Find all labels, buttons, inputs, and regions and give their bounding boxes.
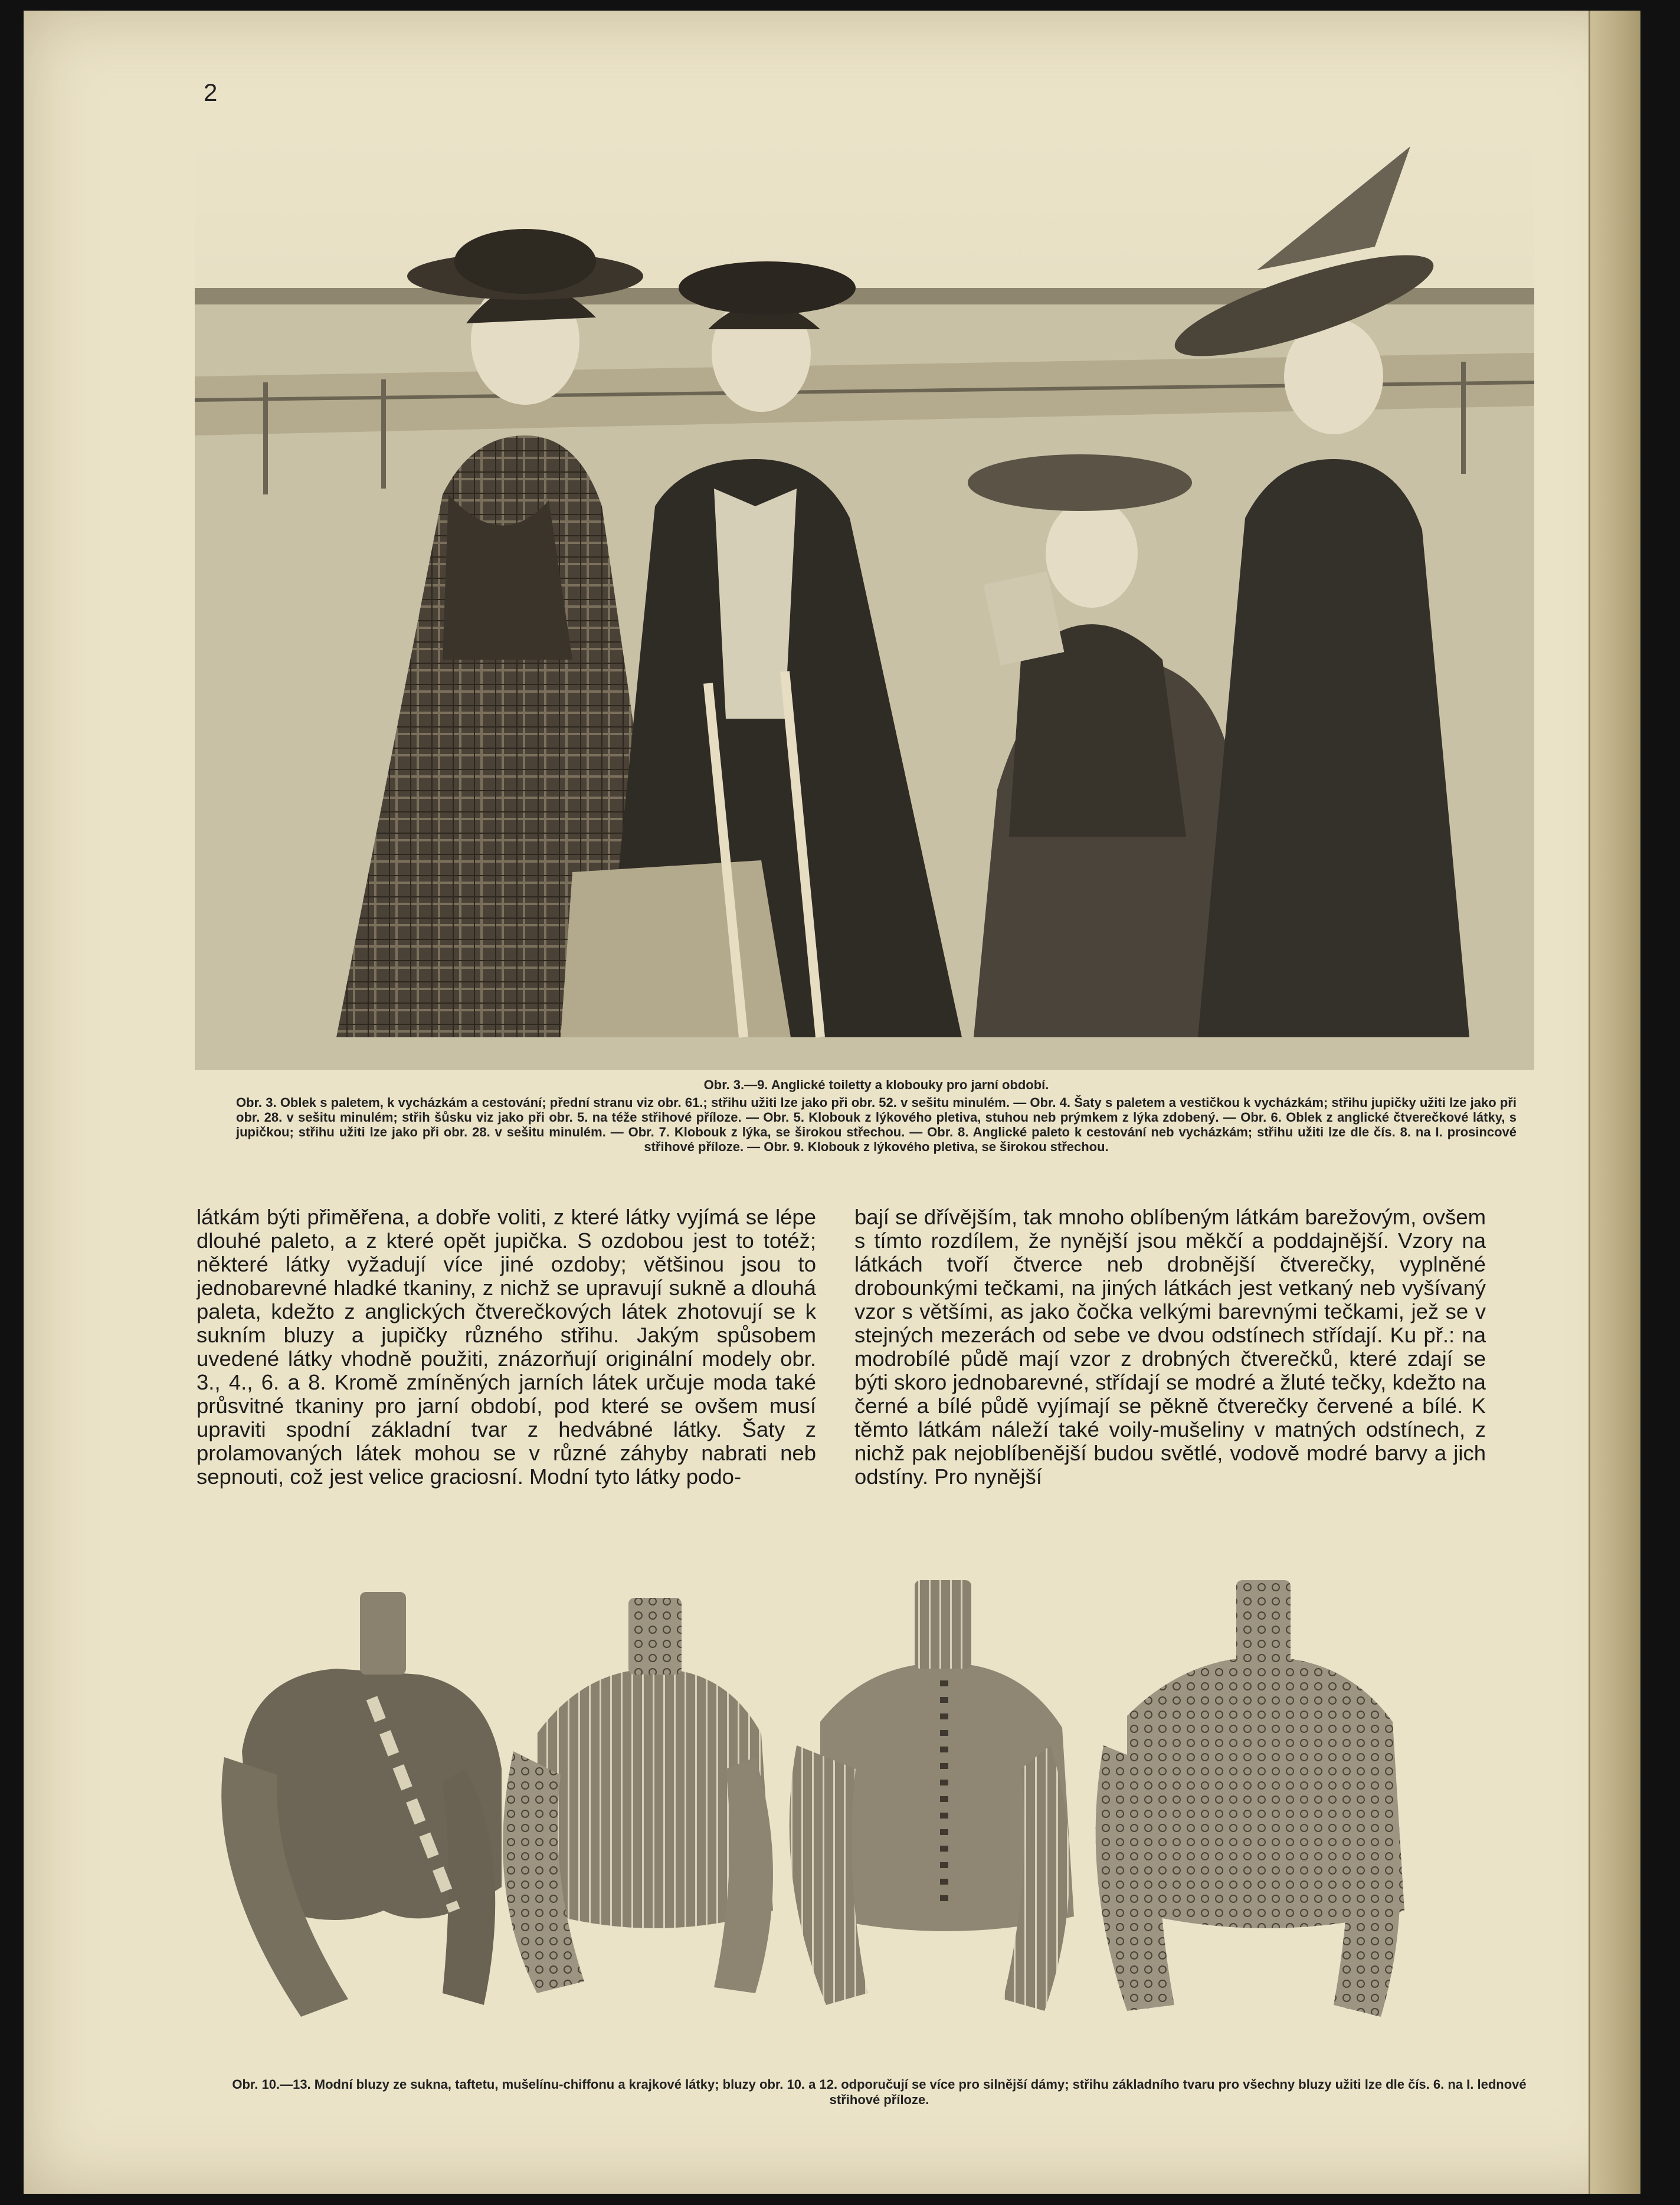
blouses-engraving <box>207 1580 1528 2070</box>
text-column-right: bají se dřívějším, tak mnoho oblíbeným látkám barežovým, ovšem s tímto rozdílem, že nynější jsou měkčí a poddajnější. Vzory na látkách tvoří čtverce neb drobnější čtverečky, vyplněné drobounkými tečkami, na jiných látkách jest vetkaný neb vyšívaný vzor s většími, as jako čočka velkými barevnými tečkami, jež se v stejných mezerách od sebe ve dvou odstínech střídají. Ku př.: na modrobílé půdě mají vzor z drobných čtverečků, které zdají se býti skoro jednobarevné, střídají se modré a žluté tečky, kdežto na černé a bílé půdě vyjímají se pěkně čtverečky červené a bílé. K těmto látkám náleží také voily-mušeliny v matných odstínech, z nichž pak nejoblíbenější budou světlé, vodově modré barvy a jich odstíny. Pro nynější <box>854 1205 1486 1489</box>
figure-caption: Obr. 3. Oblek s paletem, k vycházkám a cestování; přední stranu viz obr. 61.; střihu užiti lze jako při obr. 52. v sešitu minulém. — Obr. 4. Šaty s paletem a vestičkou k vycházkám; střihu jupičky užiti lze jako při obr. 28. v sešitu minulém; střih šůsku viz jako při obr. 5. na téže střihové příloze. — Obr. 5. Klobouk z lýkového pletiva, stuhou neb prýmkem z lýka zdobený. — Obr. 6. Oblek z anglické čtverečkové látky, s jupičkou; střihu užiti lze jako při obr. 28. v sešitu minulém. — Obr. 7. Klobouk z lýka, se širokou střechou. — Obr. 8. Anglické paleto k cestování neb vycházkám; střihu užiti lze dle čís. 8. na I. prosincové střihové příloze. — Obr. 9. Klobouk z lýkového pletiva, se širokou střechou. <box>236 1095 1517 1154</box>
fashion-engraving-women <box>195 129 1534 1070</box>
page-number: 2 <box>204 78 218 106</box>
magazine-page <box>24 11 1640 2194</box>
text-column-left: látkám býti přiměřena, a dobře voliti, z které látky vyjímá se lépe dlouhé paleto, a z které opět jupička. S ozdobou jest to totéž; některé látky vyžadují více jiné ozdoby; většinou jsou to jednobarevné hladké tkaniny, z nichž se upravují sukně a dlouhá paleta, kdežto z anglických čtverečkových látek zhotovují se k sukním bluzy a jupičky různého střihu. Jakým spůsobem uvedené látky vhodně použiti, znázorňují originální modely obr. 3., 4., 6. a 8. Kromě zmíněných jarních látek určuje moda také průsvitné tkaniny pro jarní období, pod které se ovšem musí upraviti spodní základní tvar z hedvábné látky. Šaty z prolamovaných látek mohou se v různé záhyby nabrati neb sepnouti, což jest velice graciosní. Modní tyto látky podo- <box>197 1205 816 1489</box>
figure-title: Obr. 3.—9. Anglické toiletty a klobouky pro jarní období. <box>703 1077 1049 1092</box>
blouses-caption: Obr. 10.—13. Modní bluzy ze sukna, taftetu, mušelínu-chiffonu a krajkové látky; bluzy obr. 10. a 12. odporučují se více pro silnější dámy; střihu základního tvaru pro všechny bluzy užiti lze dle čís. 6. na I. lednové střihové příloze. <box>232 2077 1527 2107</box>
page-edge <box>1589 11 1640 2194</box>
